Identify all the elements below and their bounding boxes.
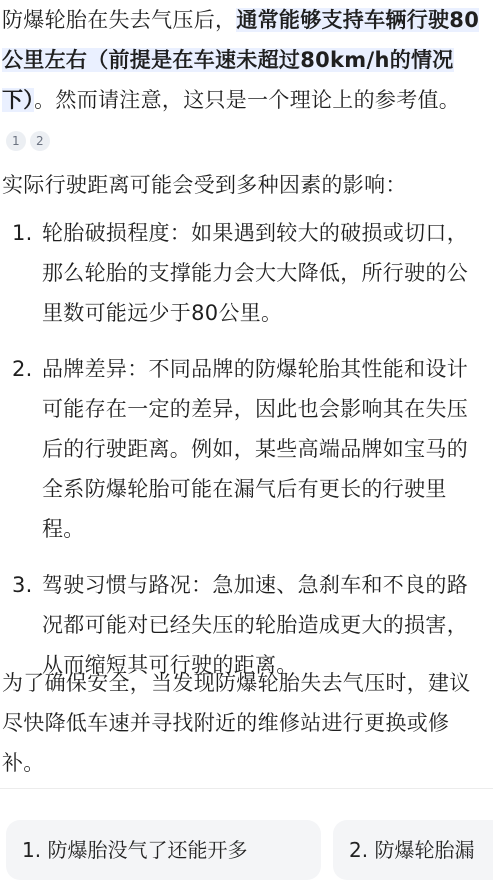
intro-highlight: 通常能够支持车辆行驶80公里左右（前提是在车速未超过80km/h的情况下） — [2, 8, 480, 112]
list-item — [0, 213, 483, 333]
conclusion-paragraph: 为了确保安全，当发现防爆轮胎失去气压时，建议尽快降低车速并寻找附近的维修站进行更换或修补。 — [2, 671, 471, 775]
citation-badge-1[interactable]: 1 — [6, 131, 26, 151]
list-item-number: 2. — [12, 357, 33, 381]
citation-badge-2[interactable]: 2 — [30, 131, 50, 151]
intro-text-pre: 防爆轮胎在失去气压后， — [2, 8, 237, 32]
list-item — [0, 349, 483, 549]
intro-text-post: 。然而请注意，这只是一个理论上的参考值。 — [34, 88, 461, 112]
list-item-text: 驾驶习惯与路况：急加速、急刹车和不良的路况都可能对已经失压的轮胎造成更大的损害，从而缩短其可行驶的距离。 — [42, 573, 468, 677]
related-question-card[interactable]: 2. 防爆轮胎漏 — [333, 820, 493, 880]
list-item-number: 1. — [12, 221, 33, 245]
related-questions — [6, 820, 493, 880]
list-item-number: 3. — [12, 573, 33, 597]
divider — [0, 788, 493, 789]
factors-list — [0, 213, 483, 701]
list-item-text: 品牌差异：不同品牌的防爆轮胎其性能和设计可能存在一定的差异，因此也会影响其在失压后的行驶距离。例如，某些高端品牌如宝马的全系防爆轮胎可能在漏气后有更长的行驶里程。 — [42, 357, 468, 541]
factors-intro: 实际行驶距离可能会受到多种因素的影响： — [2, 173, 407, 197]
related-question-card[interactable]: 1. 防爆胎没气了还能开多 — [6, 820, 321, 880]
answer-intro-paragraph — [2, 0, 483, 160]
list-item-text: 轮胎破损程度：如果遇到较大的破损或切口，那么轮胎的支撑能力会大大降低，所行驶的公里数可能远少于80公里。 — [42, 221, 468, 325]
